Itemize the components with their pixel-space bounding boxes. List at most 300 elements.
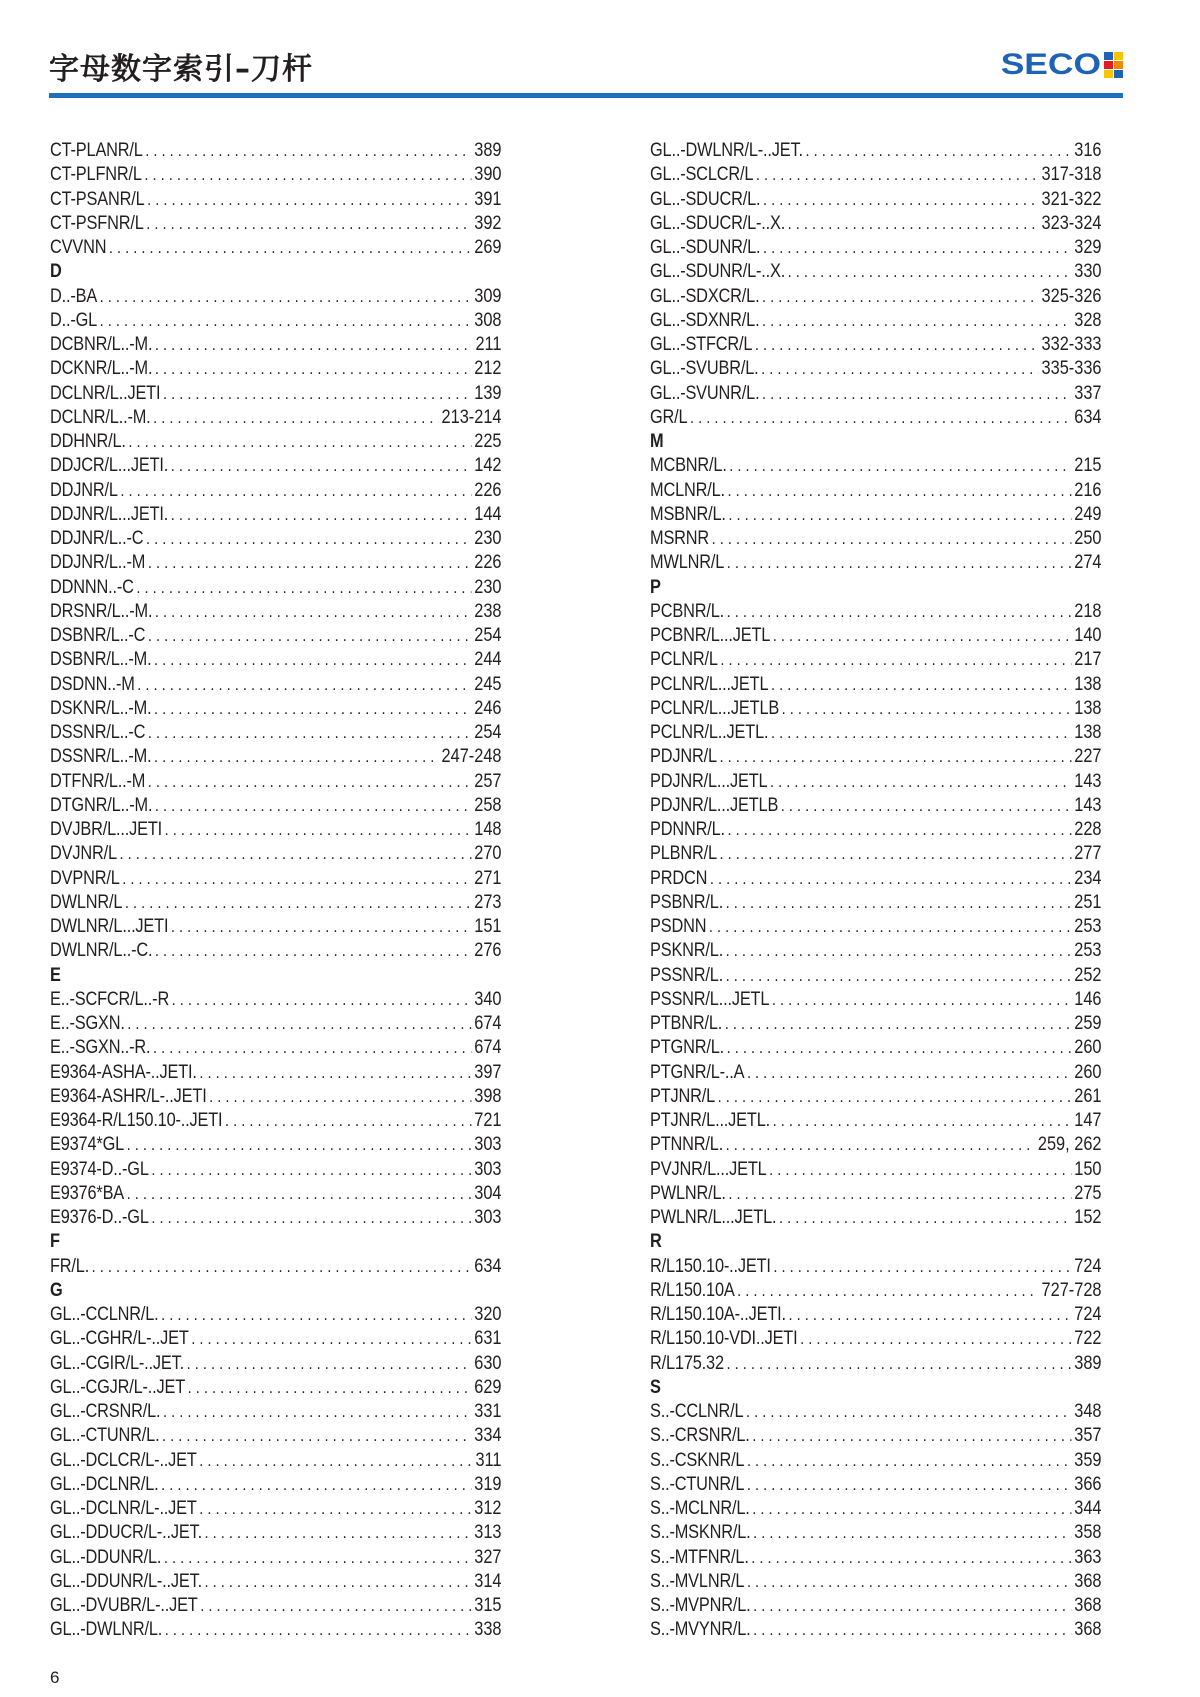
index-entry-name: DSSNR/L..-C bbox=[50, 722, 146, 743]
index-entry-page: 332-333 bbox=[1041, 334, 1102, 355]
dot-leader bbox=[772, 988, 1072, 1012]
dot-leader bbox=[119, 842, 471, 866]
dot-leader bbox=[172, 988, 472, 1012]
index-entry-page: 323-324 bbox=[1041, 212, 1102, 234]
index-entry bbox=[50, 1327, 502, 1351]
index-entry-name: DSSNR/L..-M. bbox=[50, 746, 152, 768]
index-entry-name: FR/L. bbox=[50, 1255, 90, 1277]
index-entry-name: GL..-DCLCR/L-..JET bbox=[50, 1449, 197, 1471]
dot-leader bbox=[762, 382, 1072, 406]
dot-leader bbox=[146, 527, 472, 551]
dot-leader bbox=[225, 1109, 472, 1133]
index-entry-name: PTJNR/L bbox=[650, 1085, 716, 1107]
index-entry-page: 368 bbox=[1074, 1619, 1102, 1641]
index-entry-name: DDHNR/L. bbox=[50, 431, 126, 452]
index-entry-name: PTGNR/L. bbox=[650, 1037, 724, 1059]
index-entry-page: 140 bbox=[1074, 625, 1102, 646]
index-entry bbox=[650, 212, 1102, 236]
index-entry-page: 358 bbox=[1074, 1522, 1102, 1544]
index-entry bbox=[650, 1206, 1102, 1230]
index-entry-name: PVJNR/L...JETL bbox=[650, 1158, 767, 1180]
index-entry bbox=[50, 794, 502, 818]
index-entry-page: 226 bbox=[474, 552, 502, 574]
index-entry-name: GL..-SDUNR/L. bbox=[650, 237, 761, 258]
index-entry-name: GL..-DCLNR/L-..JET bbox=[50, 1498, 197, 1519]
index-entry bbox=[650, 527, 1102, 551]
dot-leader bbox=[147, 188, 472, 212]
index-entry-name: CVVNN bbox=[50, 237, 107, 258]
index-entry-page: 234 bbox=[1074, 867, 1102, 889]
logo-square bbox=[1104, 61, 1113, 69]
index-entry-name: GL..-CCLNR/L. bbox=[50, 1304, 159, 1325]
dot-leader bbox=[153, 1036, 472, 1060]
index-entry bbox=[650, 939, 1102, 963]
index-entry-name: E9364-ASHR/L-..JETI bbox=[50, 1085, 207, 1107]
index-entry bbox=[50, 818, 502, 842]
dot-leader bbox=[136, 576, 471, 600]
index-entry-page: 328 bbox=[1074, 309, 1102, 331]
index-entry bbox=[650, 1158, 1102, 1182]
index-entry-page: 727-728 bbox=[1041, 1279, 1102, 1301]
index-entry bbox=[50, 1546, 502, 1570]
index-entry-page: 304 bbox=[474, 1182, 502, 1204]
index-entry-name: DDJNR/L...JETI. bbox=[50, 503, 169, 525]
index-entry-name: MSBNR/L. bbox=[650, 503, 726, 525]
index-entry bbox=[650, 745, 1102, 769]
index-entry-name: GL..-DDUCR/L-..JET. bbox=[50, 1522, 202, 1544]
index-entry bbox=[650, 1449, 1102, 1473]
index-entry-page: 148 bbox=[474, 819, 502, 840]
index-entry-name: PTGNR/L-..A bbox=[650, 1061, 745, 1083]
index-entry-page: 258 bbox=[474, 794, 502, 816]
index-entry-name: DDJCR/L...JETI. bbox=[50, 455, 169, 477]
index-entry-name: PDNNR/L. bbox=[650, 819, 725, 840]
index-entry bbox=[650, 842, 1102, 866]
index-entry bbox=[650, 1303, 1102, 1327]
index-entry bbox=[50, 382, 502, 406]
index-entry-page: 325-326 bbox=[1041, 285, 1102, 307]
index-entry-name: GL..-CGHR/L-..JET bbox=[50, 1328, 189, 1350]
index-entry-name: DDJNR/L..-C bbox=[50, 528, 144, 549]
index-entry-page: 254 bbox=[474, 625, 502, 646]
index-entry bbox=[650, 600, 1102, 624]
index-entry-page: 249 bbox=[1074, 503, 1102, 525]
index-entry-page: 275 bbox=[1074, 1182, 1102, 1204]
index-entry-page: 314 bbox=[474, 1570, 502, 1592]
index-entry-page: 634 bbox=[1074, 406, 1102, 428]
dot-leader bbox=[727, 818, 1071, 842]
index-entry-page: 260 bbox=[1074, 1037, 1102, 1059]
index-entry-page: 308 bbox=[474, 309, 502, 331]
index-entry-page: 227 bbox=[1074, 746, 1102, 768]
index-entry-page: 398 bbox=[474, 1085, 502, 1107]
index-entry-name: E..-SGXN..-R. bbox=[50, 1037, 151, 1059]
index-entry-name: PTJNR/L...JETL. bbox=[650, 1110, 770, 1131]
dot-leader bbox=[762, 285, 1039, 309]
logo-wordmark: SECO bbox=[1000, 48, 1101, 81]
index-entry bbox=[50, 1158, 502, 1182]
index-entry-page: 152 bbox=[1074, 1207, 1102, 1228]
index-entry-name: R/L150.10-VDI..JETI bbox=[650, 1328, 798, 1350]
index-entry-page: 143 bbox=[1074, 770, 1102, 792]
index-entry bbox=[50, 406, 502, 430]
index-entry bbox=[650, 309, 1102, 333]
index-entry-name: GL..-SDXCR/L. bbox=[650, 285, 760, 307]
index-entry-name: GL..-STFCR/L bbox=[650, 334, 753, 355]
index-entry bbox=[50, 1473, 502, 1497]
index-entry bbox=[50, 1376, 502, 1400]
index-entry bbox=[50, 1036, 502, 1060]
dot-leader bbox=[719, 745, 1071, 769]
index-entry bbox=[650, 357, 1102, 381]
index-entry bbox=[650, 1473, 1102, 1497]
index-entry bbox=[650, 648, 1102, 672]
index-entry-page: 138 bbox=[1074, 697, 1102, 719]
index-entry-name: GL..-CGIR/L-..JET. bbox=[50, 1352, 185, 1374]
dot-leader bbox=[155, 600, 472, 624]
page-number: 6 bbox=[50, 1668, 60, 1687]
dot-leader bbox=[710, 867, 1072, 891]
dot-leader bbox=[163, 1400, 472, 1424]
index-entry-name: S..-MVYNR/L. bbox=[650, 1619, 751, 1641]
dot-leader bbox=[128, 430, 471, 454]
dot-leader bbox=[718, 1085, 1072, 1109]
index-entry-page: 250 bbox=[1074, 528, 1102, 549]
index-entry bbox=[50, 1085, 502, 1109]
index-entry-page: 146 bbox=[1074, 988, 1102, 1010]
dot-leader bbox=[188, 1376, 472, 1400]
index-entry-name: PWLNR/L...JETL. bbox=[650, 1207, 777, 1228]
header-divider bbox=[49, 93, 1123, 98]
index-entry-page: 211 bbox=[475, 334, 502, 355]
dot-leader bbox=[747, 1061, 1072, 1085]
dot-leader bbox=[137, 673, 471, 697]
index-section-letter: S bbox=[650, 1376, 661, 1398]
dot-leader bbox=[763, 236, 1072, 260]
index-entry-page: 238 bbox=[474, 600, 502, 622]
index-entry-name: PCLNR/L...JETL bbox=[650, 673, 769, 695]
dot-leader bbox=[747, 1570, 1072, 1594]
index-entry bbox=[650, 139, 1102, 163]
index-entry bbox=[50, 163, 502, 187]
index-entry-page: 320 bbox=[474, 1304, 502, 1325]
index-entry bbox=[50, 1133, 502, 1157]
index-entry-name: R/L150.10-..JETI bbox=[650, 1255, 771, 1277]
dot-leader bbox=[773, 624, 1072, 648]
index-entry-page: 724 bbox=[1074, 1304, 1102, 1325]
index-entry-page: 319 bbox=[474, 1473, 502, 1495]
index-entry bbox=[650, 454, 1102, 478]
index-entry-page: 330 bbox=[1074, 261, 1102, 283]
index-entry-page: 313 bbox=[474, 1522, 502, 1544]
dot-leader bbox=[199, 1449, 473, 1473]
dot-leader bbox=[205, 1521, 472, 1545]
index-entry-page: 389 bbox=[1074, 1352, 1102, 1374]
index-entry-name: E9376*BA bbox=[50, 1182, 125, 1204]
index-entry bbox=[50, 1594, 502, 1618]
index-entry bbox=[50, 1618, 502, 1642]
dot-leader bbox=[755, 333, 1039, 357]
index-entry-name: DDJNR/L..-M bbox=[50, 552, 146, 574]
index-entry-page: 397 bbox=[474, 1061, 502, 1083]
index-entry-name: GL..-DWLNR/L. bbox=[50, 1619, 163, 1641]
index-entry-page: 316 bbox=[1074, 140, 1102, 161]
index-entry-name: GL..-SDXNR/L. bbox=[650, 309, 760, 331]
dot-leader bbox=[109, 236, 472, 260]
index-entry bbox=[50, 867, 502, 891]
index-column-left bbox=[50, 139, 502, 1643]
index-entry-page: 245 bbox=[474, 673, 502, 695]
index-entry bbox=[650, 794, 1102, 818]
index-section-letter: M bbox=[650, 431, 664, 452]
index-entry-page: 630 bbox=[474, 1352, 502, 1374]
index-entry bbox=[650, 867, 1102, 891]
index-entry bbox=[650, 1012, 1102, 1036]
logo-squares-icon bbox=[1104, 52, 1123, 78]
dot-leader bbox=[161, 1303, 472, 1327]
index-entry-page: 303 bbox=[474, 1158, 502, 1180]
index-entry-page: 147 bbox=[1074, 1110, 1102, 1131]
index-entry-page: 724 bbox=[1074, 1255, 1102, 1277]
index-entry-page: 138 bbox=[1074, 673, 1102, 695]
index-entry-page: 303 bbox=[474, 1134, 502, 1156]
logo-square bbox=[1114, 52, 1123, 60]
index-entry bbox=[50, 939, 502, 963]
index-entry-name: PWLNR/L. bbox=[650, 1182, 726, 1204]
index-entry-name: S..-MCLNR/L. bbox=[650, 1498, 750, 1519]
index-entry-name: DWLNR/L...JETI bbox=[50, 916, 169, 937]
index-entry-page: 228 bbox=[1074, 819, 1102, 840]
index-entry bbox=[650, 1546, 1102, 1570]
index-entry-page: 273 bbox=[474, 891, 502, 913]
index-entry-name: PSBNR/L. bbox=[650, 891, 724, 913]
index-entry-page: 138 bbox=[1074, 722, 1102, 743]
index-entry bbox=[650, 1497, 1102, 1521]
dot-leader bbox=[100, 285, 472, 309]
dot-leader bbox=[726, 964, 1072, 988]
dot-leader bbox=[153, 406, 439, 430]
index-entry-page: 257 bbox=[474, 770, 502, 792]
index-entry-name: CT-PLANR/L bbox=[50, 140, 143, 161]
dot-leader bbox=[122, 867, 471, 891]
dot-leader bbox=[800, 1327, 1072, 1351]
dot-leader bbox=[155, 333, 473, 357]
dot-leader bbox=[154, 697, 472, 721]
index-entry-page: 251 bbox=[1074, 891, 1102, 913]
dot-leader bbox=[727, 1036, 1072, 1060]
index-entry-page: 230 bbox=[474, 528, 502, 549]
dot-leader bbox=[209, 1085, 472, 1109]
dot-leader bbox=[727, 551, 1072, 575]
index-entry-page: 391 bbox=[474, 188, 502, 210]
index-entry-name: S..-CTUNR/L bbox=[650, 1473, 745, 1495]
index-entry-name: DDNNN..-C bbox=[50, 576, 134, 598]
dot-leader bbox=[712, 527, 1072, 551]
index-entry bbox=[650, 503, 1102, 527]
dot-leader bbox=[728, 1182, 1071, 1206]
dot-leader bbox=[769, 1158, 1072, 1182]
dot-leader bbox=[756, 163, 1039, 187]
index-entry bbox=[50, 1109, 502, 1133]
index-entry-page: 390 bbox=[474, 164, 502, 186]
index-entry-page: 721 bbox=[474, 1110, 502, 1131]
index-entry-page: 215 bbox=[1074, 455, 1102, 477]
index-entry-page: 259 bbox=[1074, 1013, 1102, 1034]
dot-leader bbox=[163, 382, 472, 406]
dot-leader bbox=[725, 1012, 1072, 1036]
dot-leader bbox=[151, 1206, 471, 1230]
dot-leader bbox=[120, 479, 471, 503]
dot-leader bbox=[747, 1449, 1072, 1473]
dot-leader bbox=[191, 1327, 471, 1351]
index-entry-name: S..-MSKNR/L. bbox=[650, 1522, 751, 1544]
index-entry-name: DCLNR/L..-M. bbox=[50, 406, 151, 428]
dot-leader bbox=[127, 1133, 472, 1157]
index-section-letter: P bbox=[650, 576, 661, 598]
index-entry-name: E..-SGXN. bbox=[50, 1013, 125, 1034]
index-entry-name: MWLNR/L bbox=[650, 552, 725, 574]
index-entry-name: PRDCN bbox=[650, 867, 708, 889]
index-entry bbox=[50, 648, 502, 672]
index-entry-name: D..-BA bbox=[50, 285, 98, 307]
index-entry-name: DRSNR/L..-M. bbox=[50, 600, 153, 622]
dot-leader bbox=[753, 1594, 1072, 1618]
dot-leader bbox=[779, 1206, 1072, 1230]
dot-leader bbox=[726, 939, 1072, 963]
dot-leader bbox=[746, 1400, 1072, 1424]
index-entry-page: 226 bbox=[474, 479, 502, 501]
index-entry-name: R/L150.10A bbox=[650, 1279, 735, 1301]
dot-leader bbox=[728, 503, 1071, 527]
dot-leader bbox=[171, 503, 472, 527]
index-entry-name: S..-MVPNR/L. bbox=[650, 1595, 751, 1616]
index-entry-name: PTNNR/L. bbox=[650, 1134, 724, 1156]
index-entry-name: DSDNN..-M bbox=[50, 673, 135, 695]
dot-leader bbox=[788, 1303, 1071, 1327]
index-entry bbox=[650, 1182, 1102, 1206]
dot-leader bbox=[155, 794, 472, 818]
index-entry bbox=[650, 1133, 1102, 1157]
index-entry-page: 309 bbox=[474, 285, 502, 307]
index-entry bbox=[650, 163, 1102, 187]
dot-leader bbox=[148, 551, 472, 575]
dot-leader bbox=[187, 1352, 472, 1376]
dot-leader bbox=[145, 139, 471, 163]
index-entry-name: E9364-ASHA-..JETI. bbox=[50, 1061, 197, 1083]
index-entry-page: 315 bbox=[474, 1595, 502, 1616]
index-entry bbox=[650, 770, 1102, 794]
index-entry bbox=[50, 1424, 502, 1448]
dot-leader bbox=[155, 357, 472, 381]
index-entry bbox=[50, 454, 502, 478]
dot-leader bbox=[709, 915, 1072, 939]
dot-leader bbox=[162, 1424, 472, 1448]
index-entry bbox=[650, 915, 1102, 939]
seco-logo bbox=[1000, 48, 1123, 81]
index-entry bbox=[50, 576, 502, 600]
index-entry-page: 271 bbox=[474, 867, 502, 889]
dot-leader bbox=[199, 1061, 471, 1085]
dot-leader bbox=[171, 454, 472, 478]
index-entry-page: 337 bbox=[1074, 382, 1102, 404]
index-entry bbox=[50, 551, 502, 575]
index-entry bbox=[50, 236, 502, 260]
index-entry bbox=[50, 479, 502, 503]
index-entry-page: 253 bbox=[1074, 940, 1102, 962]
index-entry-page: 260 bbox=[1074, 1061, 1102, 1083]
index-entry-name: E9364-R/L150.10-..JETI bbox=[50, 1110, 223, 1131]
dot-leader bbox=[151, 1158, 471, 1182]
index-entry-name: PSSNR/L...JETL bbox=[650, 988, 770, 1010]
index-entry bbox=[650, 818, 1102, 842]
logo-square bbox=[1104, 52, 1113, 60]
index-entry-name: MCLNR/L. bbox=[650, 479, 725, 501]
index-entry bbox=[50, 1182, 502, 1206]
index-entry-page: 212 bbox=[474, 358, 502, 380]
index-entry-page: 327 bbox=[474, 1546, 502, 1568]
page-title: 字母数字索引–刀杆 bbox=[49, 52, 313, 87]
dot-leader bbox=[726, 891, 1072, 915]
index-entry bbox=[50, 1400, 502, 1424]
index-entry-name: GL..-DDUNR/L-..JET. bbox=[50, 1570, 202, 1592]
index-column-right bbox=[650, 139, 1102, 1643]
dot-leader bbox=[751, 1546, 1071, 1570]
index-entry-name: E9374*GL bbox=[50, 1134, 125, 1156]
index-entry-page: 259, 262 bbox=[1037, 1134, 1102, 1156]
page-header bbox=[49, 42, 1123, 100]
index-entry-page: 629 bbox=[474, 1376, 502, 1398]
index-entry-name: DDJNR/L bbox=[50, 479, 118, 501]
index-entry-page: 139 bbox=[474, 382, 502, 404]
index-entry-name: DTFNR/L..-M bbox=[50, 770, 146, 792]
index-entry-page: 392 bbox=[474, 212, 502, 234]
dot-leader bbox=[199, 1497, 471, 1521]
dot-leader bbox=[148, 721, 472, 745]
dot-leader bbox=[125, 891, 472, 915]
index-entry-name: D..-GL bbox=[50, 309, 98, 331]
index-entry-name: PSSNR/L. bbox=[650, 964, 724, 986]
index-entry bbox=[650, 1255, 1102, 1279]
dot-leader bbox=[155, 939, 472, 963]
index-entry-page: 329 bbox=[1074, 237, 1102, 258]
index-entry-name: R/L150.10A-..JETI. bbox=[650, 1304, 786, 1325]
logo-square bbox=[1114, 70, 1123, 78]
index-entry bbox=[650, 406, 1102, 430]
index-entry bbox=[650, 1594, 1102, 1618]
index-entry bbox=[650, 1424, 1102, 1448]
dot-leader bbox=[788, 212, 1039, 236]
index-entry-page: 225 bbox=[474, 431, 502, 452]
index-entry-name: GL..-DVUBR/L-..JET bbox=[50, 1595, 198, 1616]
index-entry-name: DSBNR/L..-C bbox=[50, 625, 146, 646]
index-entry-name: E..-SCFCR/L..-R bbox=[50, 988, 170, 1010]
index-entry bbox=[50, 188, 502, 212]
index-entry bbox=[50, 915, 502, 939]
index-entry-page: 276 bbox=[474, 940, 502, 962]
dot-leader bbox=[127, 1012, 471, 1036]
index-entry-page: 143 bbox=[1074, 794, 1102, 816]
index-entry-page: 244 bbox=[474, 649, 502, 671]
dot-leader bbox=[146, 212, 471, 236]
dot-leader bbox=[200, 1594, 471, 1618]
index-entry-page: 368 bbox=[1074, 1595, 1102, 1616]
index-entry-page: 247-248 bbox=[441, 746, 502, 768]
index-entry-page: 230 bbox=[474, 576, 502, 598]
index-entry bbox=[650, 551, 1102, 575]
index-entry-name: PTBNR/L. bbox=[650, 1013, 723, 1034]
index-entry-page: 261 bbox=[1074, 1085, 1102, 1107]
index-entry-page: 144 bbox=[474, 503, 502, 525]
